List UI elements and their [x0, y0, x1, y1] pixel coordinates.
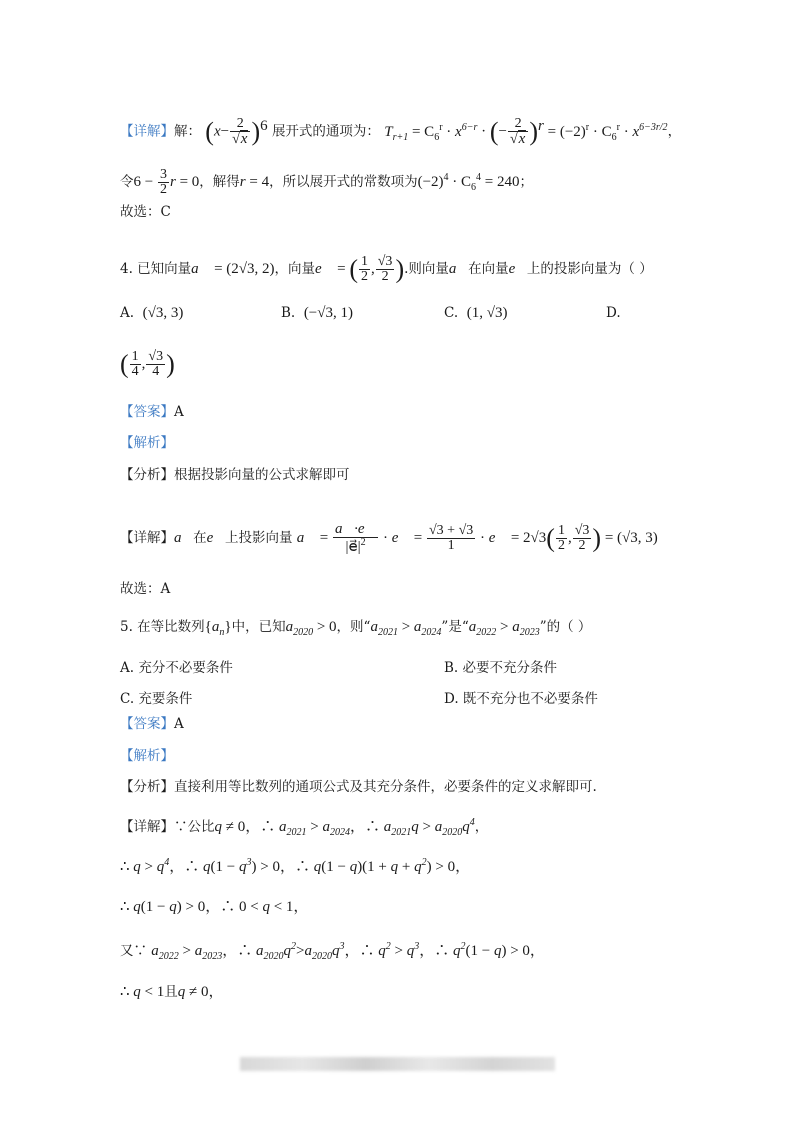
frac-2-sqrtx: $\frac{2}{√x}$ [230, 117, 250, 147]
q5-analysis: 【分析】直接利用等比数列的通项公式及其充分条件，必要条件的定义求解即可. [120, 779, 597, 795]
q3-choose: 故选：C [120, 204, 171, 220]
q3-detail-text: 展开式的通项为： [271, 123, 380, 140]
q4-option-d-value: ( $\frac{1}{4}$ , $\frac{√3}{4}$ ) [120, 349, 175, 379]
q4-choose: 故选：A [120, 581, 171, 597]
q4-analysis: 【分析】根据投影向量的公式求解即可 [120, 467, 350, 483]
vector-a: a⃗ [191, 261, 211, 277]
q4-option-b[interactable]: B. (−√3, 1) [281, 305, 353, 321]
vector-e: e⃗ [315, 261, 334, 277]
q5-option-b[interactable]: B. 必要不充分条件 [444, 660, 558, 676]
power-6: 6 [260, 118, 268, 134]
paren-open: ( [205, 117, 214, 146]
q4-answer: 【答案】A [120, 404, 184, 420]
blurred-footer [240, 1057, 555, 1071]
q5-option-d[interactable]: D. 既不充分也不必要条件 [444, 691, 598, 707]
math-term-formula: $T_{r+1}$ [384, 123, 409, 143]
q5-answer: 【答案】A [120, 716, 184, 732]
q4-option-c[interactable]: C. (1, √3) [444, 305, 508, 321]
q5-detail-1: 【详解】∵公比q ≠ 0，∴ $a_{2021} > a_{2024}$，∴ $a_{2021}q > a_{2020}q^4$， [120, 817, 489, 838]
math-equation: 6 − [133, 174, 157, 190]
math-minus: − [220, 123, 230, 140]
q5-detail-5: ∴ q < 1且q ≠ 0， [120, 984, 224, 1000]
q4-option-a[interactable]: A. (√3, 3) [120, 305, 184, 321]
math-constant-term: $(-2)^4 \cdot C_6^4 = 240$ [417, 172, 520, 193]
q3-solve-line: 令6 − $\frac{3}{2}$ r = 0，解得r = 4，所以展开式的常数项为$(-2)^4 \cdot C_6^4 = 240$； [120, 167, 534, 197]
detail-label: 【详解】 [120, 123, 174, 140]
q4-stem: 4. 已知向量a⃗ = (2√3, 2)，向量e⃗ = ( $\frac{1}{2}$ , $\frac{√3}{2}$ ).则向量a⃗在向量e⃗上的投影向量为（ ） [120, 254, 653, 284]
q5-detail-2: ∴ $q > q^4$，∴ $q(1 - q^3) > 0$，∴ $q(1 - q)(1 + q + q^2) > 0$， [120, 857, 471, 875]
q4-option-d[interactable]: D. [606, 305, 621, 321]
q5-detail-3: ∴ q(1 − q) > 0，∴ 0 < q < 1， [120, 899, 309, 915]
q4-analysis-header: 【解析】 [120, 435, 174, 451]
q3-detail-lead: 解： [174, 123, 201, 140]
paren-close: ) [251, 117, 261, 146]
q4-detail: 【详解】a⃗在e⃗上投影向量 a⃗ = $\frac{a⃗\cdot e⃗}{|e⃗|^2}$ · e⃗ = $\frac{√3 + √3}{1}$ · e⃗ = 2√3( $\frac{1}{2}$ , $\frac{√3}{2}$ ) = (√3, 3) [120, 521, 658, 555]
q5-detail-4: 又∵ $a_{2022} > a_{2023}$，∴ $a_{2020}q^2>a_{2020}q^3$，∴ $q^2 > q^3$，∴ $q^2(1 - q) > 0$， [120, 941, 545, 962]
math-x: x [213, 123, 221, 140]
q5-analysis-header: 【解析】 [120, 748, 174, 764]
q5-option-c[interactable]: C. 充要条件 [120, 691, 193, 707]
q5-option-a[interactable]: A. 充分不必要条件 [120, 660, 233, 676]
q3-detail-line: 【详解】解： (x− $\frac{2}{√x}$ )$^6$ 展开式的通项为： $T_{r+1} = C_6^r \cdot x^{6-r}$ · (− $\frac{2}{√x}$ )$^r = (-2)^r \cdot C_6^r \cdot x^{6-3r/2}$， [120, 116, 682, 147]
q5-stem: 5. 在等比数列$\{a_n\}$中，已知$a_{2020} > 0$，则“$a_{2021} > a_{2024}$”是“$a_{2022} > a_{2023}$”的（ ） [120, 619, 592, 638]
